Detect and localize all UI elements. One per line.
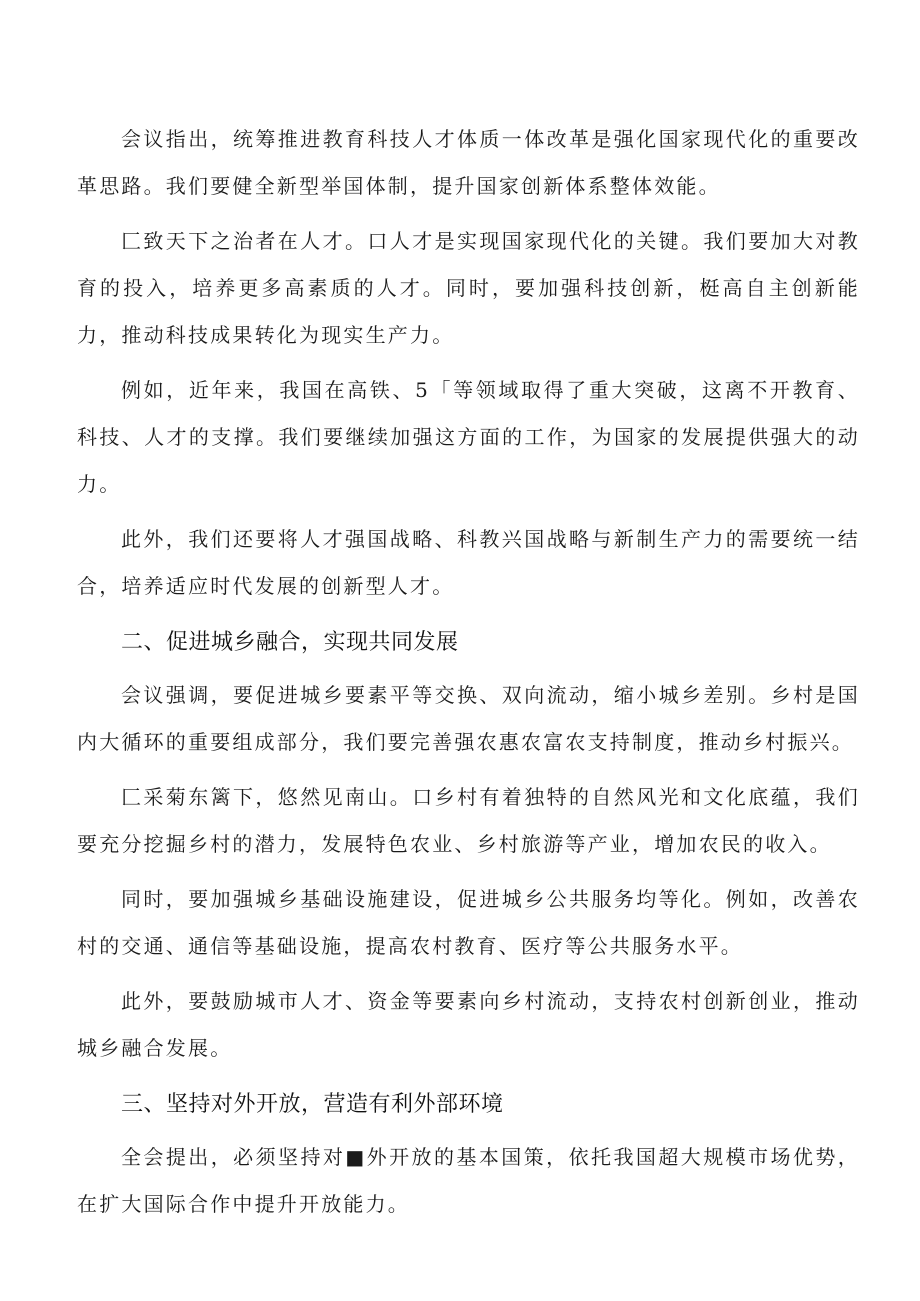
- paragraph: 会议指出，统筹推进教育科技人才体质一体改革是强化国家现代化的重要改革思路。我们要健全新型举国体制，提升国家创新体系整体效能。: [77, 127, 860, 198]
- paragraph: 匚致天下之治者在人才。口人才是实现国家现代化的关键。我们要加大对教育的投入，培养更多高素质的人才。同时，要加强科技创新，梃高自主创新能力，推动科技成果转化为现实生产力。: [77, 229, 860, 347]
- document-body: [77, 116, 860, 1236]
- paragraph: 全会提出，必须坚持对■外开放的基本国策，依托我国超大规模市场优势，在扩大国际合作中提升开放能力。: [77, 1145, 860, 1216]
- section-heading: 三、坚持对外开放，营造有利外部环境: [121, 1092, 504, 1117]
- paragraph: 此外，要鼓励城市人才、资金等要素向乡村流动，支持农村创新创业，推动城乡融合发展。: [77, 989, 860, 1060]
- paragraph: 同时，要加强城乡基础设施建设，促进城乡公共服务均等化。例如，改善农村的交通、通信等基础设施，提高农村教育、医疗等公共服务水平。: [77, 887, 860, 958]
- paragraph: 匚采菊东篱下，悠然见南山。口乡村有着独特的自然风光和文化底蕴，我们要充分挖掘乡村的潜力，发展特色农业、乡村旅游等产业，增加农民的收入。: [77, 785, 860, 856]
- section-heading: 二、促进城乡融合，实现共同发展: [121, 630, 459, 655]
- paragraph: 会议强调，要促进城乡要素平等交换、双向流动，缩小城乡差别。乡村是国内大循环的重要组成部分，我们要完善强农惠农富农支持制度，推动乡村振兴。: [77, 683, 860, 754]
- paragraph: 例如，近年来，我国在高铁、5「等领域取得了重大突破，这离不开教育、科技、人才的支撑。我们要继续加强这方面的工作，为国家的发展提供强大的动力。: [77, 378, 860, 496]
- paragraph: 此外，我们还要将人才强国战略、科教兴国战略与新制生产力的需要统一结合，培养适应时代发展的创新型人才。: [77, 527, 860, 598]
